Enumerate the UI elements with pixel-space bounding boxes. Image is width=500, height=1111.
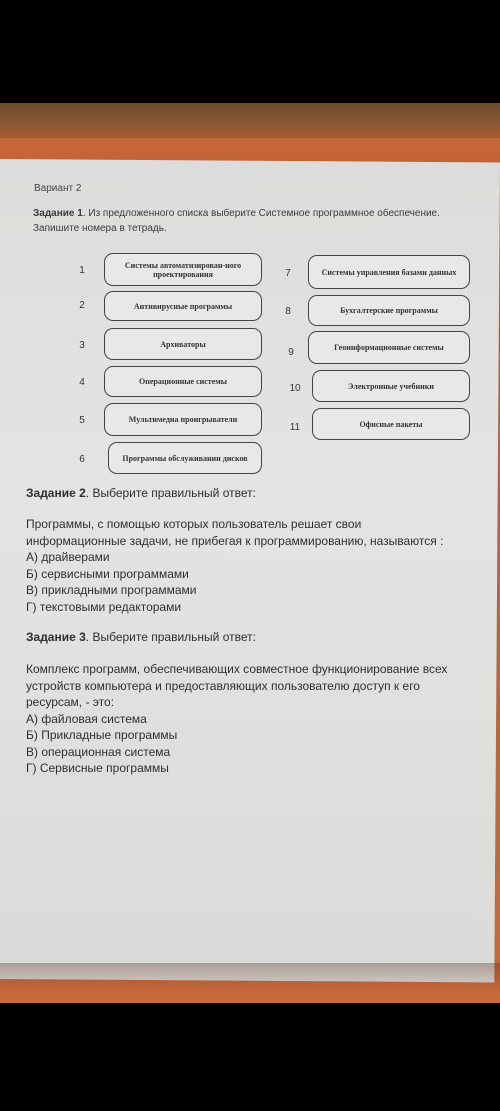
task3-instruction: . Выберите правильный ответ:: [85, 630, 256, 644]
item-box: Программы обслуживании дисков: [108, 442, 262, 474]
item-number: 10: [289, 383, 301, 394]
task2-option: В) прикладными программами: [26, 583, 197, 597]
task1-label: Задание 1: [33, 208, 83, 219]
task2-option: Г) текстовыми редакторами: [26, 599, 182, 614]
item-number: 7: [285, 268, 291, 279]
item-number: 1: [79, 265, 85, 276]
item-number: 3: [79, 340, 85, 351]
item-number: 8: [285, 306, 291, 317]
task3-option: А) файловая система: [26, 711, 147, 726]
task3-question-line: устройств компьютера и предоставляющих пользователю доступ к его: [26, 678, 420, 693]
item-box: Электронные учебники: [312, 370, 470, 402]
item-box: Офисные пакеты: [312, 408, 470, 440]
item-box: Бухгалтерские программы: [308, 295, 470, 326]
item-box: Архиваторы: [104, 328, 262, 360]
task3-option: Г) Сервисные программы: [26, 761, 169, 775]
item-number: 6: [79, 454, 85, 465]
item-box: Мультимедиа проигрыватели: [104, 403, 262, 436]
item-box: Операционные системы: [104, 366, 262, 397]
item-box: Антивирусные программы: [104, 291, 262, 321]
item-number: 4: [79, 377, 85, 388]
task2-body: [26, 516, 476, 615]
task3-question-line: Комплекс программ, обеспечивающих совместное функционирование всех: [26, 662, 448, 676]
task3-option: В) операционная система: [26, 744, 171, 759]
paper-shadow: [0, 963, 500, 993]
task3-body: [26, 661, 476, 777]
background-wall: [0, 103, 500, 138]
task2-question-line: Программы, с помощью которых пользователь решает свои: [26, 517, 362, 531]
item-box: Системы управления базами данных: [308, 255, 470, 289]
item-number: 9: [288, 347, 294, 358]
variant-label: Вариант 2: [34, 183, 82, 194]
task2-instruction: . Выберите правильный ответ:: [85, 486, 256, 500]
task2-option: А) драйверами: [26, 550, 110, 564]
photo: [0, 103, 500, 1003]
task3-label: Задание 3: [26, 630, 86, 644]
task1-text: [33, 206, 453, 236]
item-box: Геоинформационные системы: [308, 331, 470, 364]
task3-heading: [26, 630, 256, 644]
task2-heading: [26, 486, 256, 500]
task3-question-line: ресурсам, - это:: [26, 695, 115, 709]
task2-label: Задание 2: [26, 486, 86, 500]
item-box: Системы автоматизирован-ного проектирования: [104, 253, 262, 286]
task3-option: Б) Прикладные программы: [26, 728, 178, 742]
item-number: 2: [79, 300, 85, 311]
item-number: 5: [79, 415, 85, 426]
task2-question-line: информационные задачи, не прибегая к программированию, называются :: [26, 533, 444, 548]
item-number: 11: [289, 422, 301, 433]
task2-option: Б) сервисными программами: [26, 566, 189, 581]
task1-instruction: . Из предложенного списка выберите Системное программное обеспечение. Запишите номера в тетрадь.: [33, 208, 440, 234]
